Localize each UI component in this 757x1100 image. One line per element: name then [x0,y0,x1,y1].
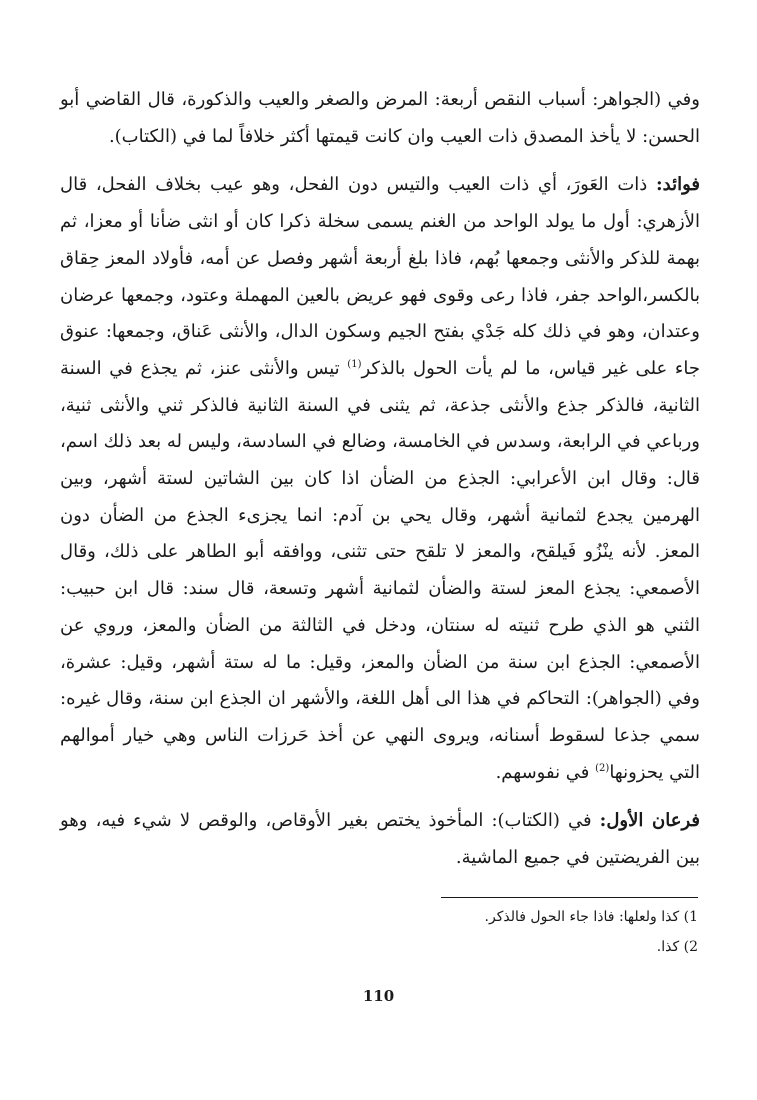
text-line: والمعز، وروي عن الأصمعي: الجذع ابن سنة من الضأن والمعز، وقيل: ما له [60,614,700,673]
text-line: والأنثى جذعة، ثم يثنى في السنة الثانية فالذكر ثني والأنثى ثنية، ورباعي في [60,394,700,453]
text-line: والأشهر ان الجذع ابن سنة، وقال غيره: سمي جذعا لسقوط أسنانه، ويروى [60,688,701,746]
text-line: في (الكتاب): المأخوذ يختص بغير الأوقاص، والوقص لا [179,810,600,832]
text-line: قال القاضي أبو الحسن: لا يأخذ المصدق ذات العيب وان كانت قيمتها أكثر [60,89,700,147]
footnote-ref: (2) [595,762,610,774]
text-line: المعز. لأنه ينْزُو فَيلقح، والمعز لا تلقح حتى تثنى، ووافقه أبو الطاهر على ذلك، [104,541,700,563]
footnote-number: 1) [683,909,698,925]
section-heading: فرعان الأول: [599,810,700,832]
paragraph-jawahir [60,82,700,155]
text-line: ابن حبيب: الثني هو الذي طرح ثنيته له سنتان، ودخل في الثالثة من الضأن [60,578,700,636]
text-line: قال: وقال ابن الأعرابي: الجذع من الضأن اذا كان بين الشاتين لستة أشهر، وبين [60,468,700,490]
paragraph-fawaid [60,167,700,791]
text-line: ذات العَورَ، أي ذات العيب والتيس دون الفحل، وهو عيب [209,174,656,196]
footnote-ref: (1) [347,358,362,370]
text-line: بخلاف الفحل، قال الأزهري: أول ما يولد الواحد من الغنم يسمى سخلة ذكرا [60,174,700,233]
text-line: تيس والأنثى عنز، ثم يجذع في السنة الثانية، فالذكر جذع [60,357,700,416]
text-line: الرابعة، وسدس في الخامسة، وضالع في السادسة، وليس له بعد ذلك اسم، [60,431,612,453]
text-line: وفي (الجواهر: أسباب النقص أربعة: المرض والصغر والعيب والذكورة، [181,89,700,110]
text-line: وقال الأصمعي: يجذع المعز لستة والضأن لثمانية أشهر وتسعة، قال سند: قال [60,541,700,600]
footnote-2 [420,932,698,962]
text-line: كان أو انثى ضأنا أو معزا، ثم بهمة للذكر والأنثى وجمعها بُهم، فاذا بلغ أربعة [60,211,700,269]
footnote-text: كذا. [656,939,680,955]
text-line: بفتح الجيم وسكون الدال، والأنثى عَناق، وجمعها: عنوق جاء على غير قياس، ما [60,321,700,379]
text-line: أشهر وفصل عن أمه، فأولاد المعز حِقاق بالكسر،الواحد جفر، فاذا رعى وقوى فهو [60,247,700,306]
page-number: 110 [362,987,395,1005]
section-heading: فوائد: [656,174,701,196]
text-line: ستة أشهر، وقيل: عشرة، وفي (الجواهر): التحاكم في هذا الى أهل اللغة، [60,651,700,710]
text-line: شيء فيه، وهو بين الفريضتين في جميع الماشية. [60,810,700,869]
footnote-text: كذا ولعلها: فاذا جاء الحول فالذكر. [484,909,680,925]
footnote-1 [420,902,698,932]
footnotes [420,902,698,962]
text-line: خلافاً لما في (الكتاب). [108,125,276,147]
text-line: الهرمين يجدع لثمانية أشهر، وقال يحي بن آدم: انما يجزىء الجذع من الضأن دون [60,504,700,526]
footnote-number: 2) [683,939,698,955]
text-line: النهي عن أخذ حَرزات الناس وهي خيار أموالهم التي يحزونها [60,724,700,783]
text-line: لم يأت الحول بالذكر [361,357,518,379]
footnote-divider [441,897,698,898]
paragraph-farain [60,803,700,876]
main-text [60,82,700,877]
text-line: عريض بالعين المهملة وعتود، وجمعها عرضان وعتدان، وهو في ذلك كله جَدْي [60,284,700,343]
text-line: في نفوسهم. [495,761,596,783]
